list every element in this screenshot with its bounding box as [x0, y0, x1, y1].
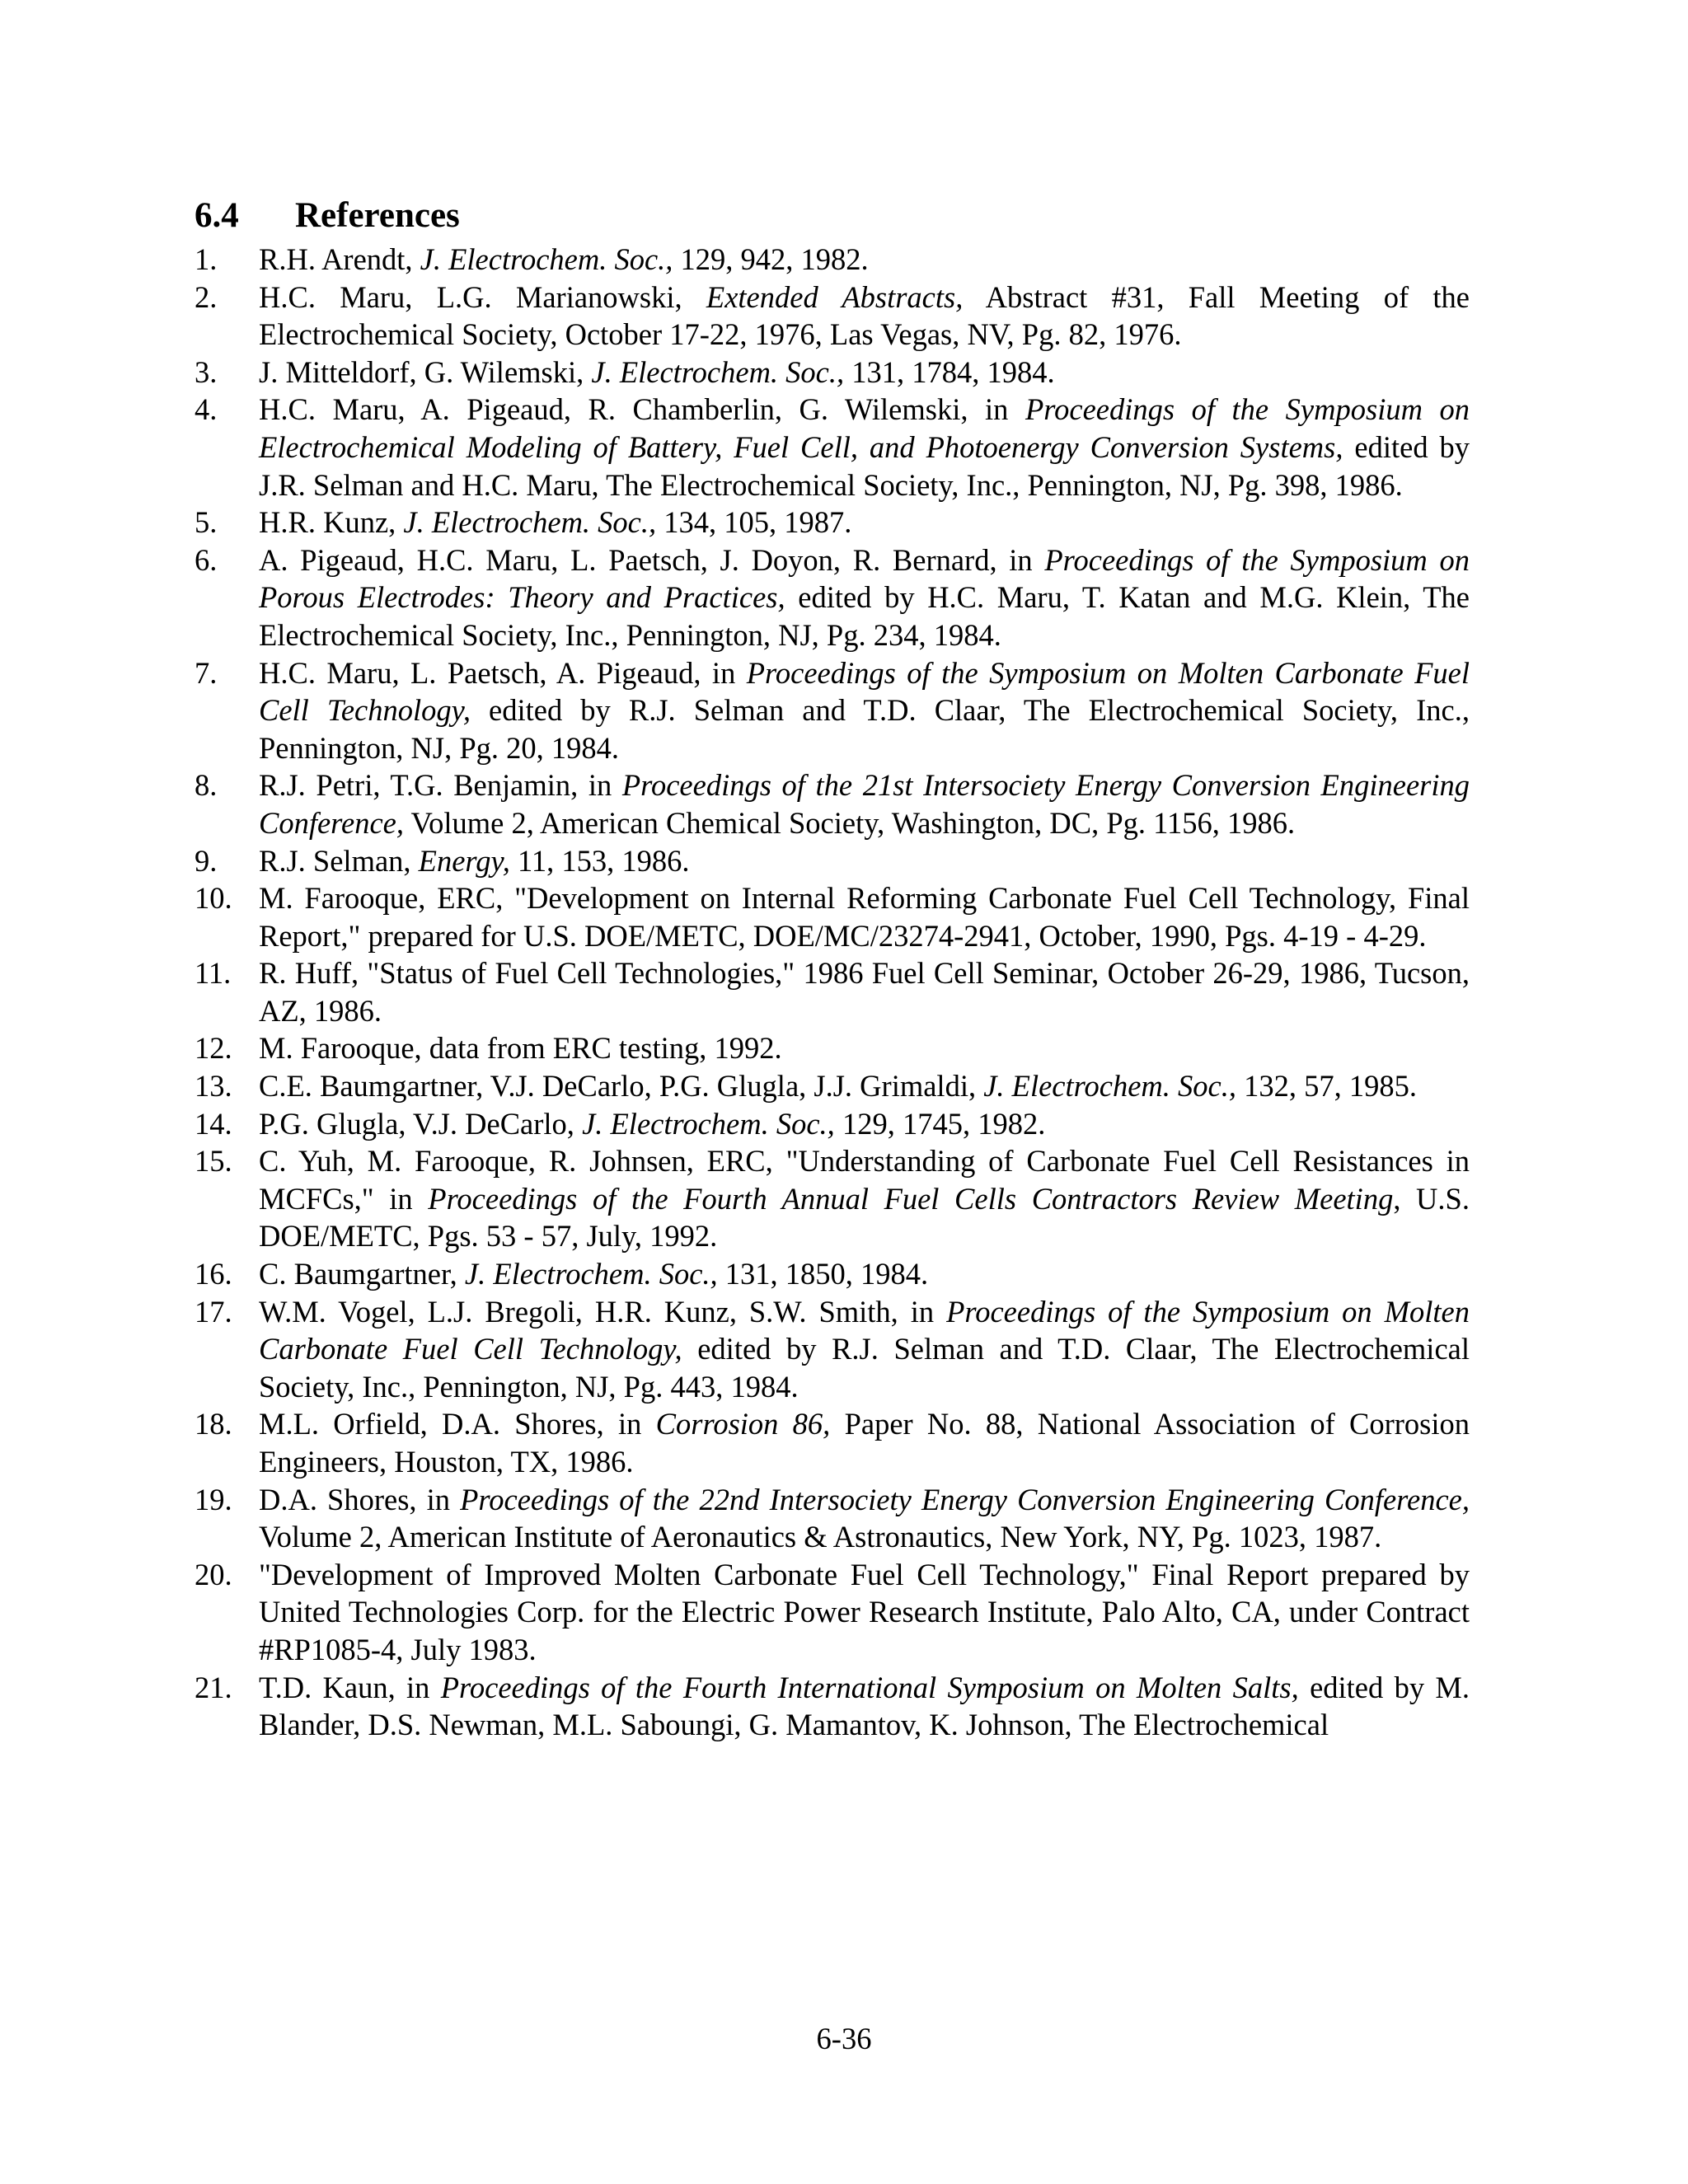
- reference-text: C. Baumgartner,: [259, 1257, 465, 1291]
- reference-number: 14.: [195, 1106, 232, 1141]
- reference-item: [195, 879, 1470, 954]
- reference-item: [195, 954, 1470, 1029]
- reference-item: [195, 1255, 1470, 1293]
- reference-source-title: J. Electrochem. Soc.,: [582, 1106, 835, 1141]
- reference-text: M. Farooque, ERC, "Development on Internal Reforming Carbonate Fuel Cell Technology, Final Report," prepared for U.S. DOE/METC, DOE/MC/23274-2941, October, 1990, Pgs. 4-19 - 4-29.: [259, 881, 1470, 953]
- reference-item: [195, 391, 1470, 504]
- reference-source-title: Corrosion 86,: [655, 1407, 831, 1441]
- reference-item: [195, 654, 1470, 767]
- reference-item: [195, 842, 1470, 880]
- reference-text: Volume 2, American Institute of Aeronautics & Astronautics, New York, NY, Pg. 1023, 1987.: [259, 1520, 1382, 1554]
- reference-source-title: J. Electrochem. Soc.,: [591, 354, 845, 389]
- reference-number: 13.: [195, 1069, 232, 1104]
- reference-source-title: J. Electrochem. Soc.,: [983, 1069, 1236, 1104]
- reference-number: 8.: [195, 768, 218, 803]
- reference-list: [195, 241, 1470, 1744]
- reference-text: T.D. Kaun, in: [259, 1670, 441, 1704]
- reference-number: 15.: [195, 1144, 232, 1179]
- reference-text: R.H. Arendt,: [259, 242, 420, 276]
- reference-text: P.G. Glugla, V.J. DeCarlo,: [259, 1106, 583, 1141]
- reference-text: 134, 105, 1987.: [656, 505, 852, 540]
- reference-source-title: Proceedings of the 22nd Intersociety Energy Conversion Engineering Conference,: [460, 1482, 1470, 1516]
- reference-text: 129, 1745, 1982.: [834, 1106, 1046, 1141]
- reference-item: [195, 541, 1470, 654]
- reference-source-title: Extended Abstracts,: [706, 279, 964, 314]
- reference-number: 9.: [195, 843, 218, 878]
- reference-text: H.C. Maru, A. Pigeaud, R. Chamberlin, G. Wilemski, in: [259, 392, 1025, 427]
- reference-source-title: Proceedings of the Symposium on Molten Carbonate Fuel Cell Technology,: [259, 655, 1470, 728]
- reference-source-title: Proceedings of the Fourth Annual Fuel Cells Contractors Review Meeting: [428, 1181, 1394, 1216]
- reference-source-title: J. Electrochem. Soc.,: [464, 1257, 718, 1291]
- reference-text: M. Farooque, data from ERC testing, 1992.: [259, 1031, 782, 1066]
- reference-text: C.E. Baumgartner, V.J. DeCarlo, P.G. Glugla, J.J. Grimaldi,: [259, 1069, 984, 1104]
- reference-source-title: Proceedings of the 21st Intersociety Energy Conversion Engineering Conference,: [259, 768, 1470, 840]
- reference-text: edited by M. Blander, D.S. Newman, M.L. Saboungi, G. Mamantov, K. Johnson, The Electrochemical: [259, 1670, 1470, 1742]
- reference-text: , U.S. DOE/METC, Pgs. 53 - 57, July, 1992.: [259, 1181, 1470, 1254]
- reference-text: R. Huff, "Status of Fuel Cell Technologies," 1986 Fuel Cell Seminar, October 26-29, 1986, Tucson, AZ, 1986.: [259, 956, 1470, 1028]
- reference-item: [195, 1669, 1470, 1744]
- reference-text: edited by R.J. Selman and T.D. Claar, The Electrochemical Society, Inc., Pennington, NJ, Pg. 20, 1984.: [259, 693, 1470, 765]
- reference-number: 6.: [195, 542, 218, 577]
- reference-text: 132, 57, 1985.: [1236, 1069, 1417, 1104]
- reference-text: edited by R.J. Selman and T.D. Claar, The Electrochemical Society, Inc., Pennington, NJ, Pg. 443, 1984.: [259, 1332, 1470, 1404]
- reference-text: J. Mitteldorf, G. Wilemski,: [259, 354, 592, 389]
- reference-number: 10.: [195, 881, 232, 916]
- reference-item: [195, 1029, 1470, 1067]
- reference-item: [195, 1142, 1470, 1255]
- reference-source-title: Proceedings of the Symposium on Porous Electrodes: Theory and Practices,: [259, 542, 1470, 615]
- reference-number: 7.: [195, 655, 218, 690]
- reference-number: 1.: [195, 242, 218, 276]
- reference-text: R.J. Petri, T.G. Benjamin, in: [259, 768, 622, 803]
- reference-text: Volume 2, American Chemical Society, Washington, DC, Pg. 1156, 1986.: [404, 805, 1296, 840]
- reference-text: R.J. Selman,: [259, 843, 419, 878]
- reference-text: 131, 1784, 1984.: [844, 354, 1055, 389]
- reference-text: 11, 153, 1986.: [509, 843, 690, 878]
- section-heading: [195, 194, 460, 237]
- reference-text: M.L. Orfield, D.A. Shores, in: [259, 1407, 656, 1441]
- reference-text: W.M. Vogel, L.J. Bregoli, H.R. Kunz, S.W. Smith, in: [259, 1294, 947, 1329]
- reference-item: [195, 354, 1470, 391]
- reference-number: 17.: [195, 1294, 232, 1329]
- reference-text: Paper No. 88, National Association of Corrosion Engineers, Houston, TX, 1986.: [259, 1407, 1470, 1479]
- reference-item: [195, 1556, 1470, 1669]
- reference-number: 5.: [195, 505, 218, 540]
- reference-source-title: Energy,: [418, 843, 510, 878]
- reference-item: [195, 1067, 1470, 1105]
- reference-item: [195, 241, 1470, 279]
- page-number: 6-36: [816, 2022, 872, 2055]
- reference-text: edited by H.C. Maru, T. Katan and M.G. Klein, The Electrochemical Society, Inc., Pennington, NJ, Pg. 234, 1984.: [259, 580, 1470, 652]
- reference-number: 4.: [195, 392, 218, 427]
- reference-number: 19.: [195, 1482, 232, 1516]
- reference-number: 12.: [195, 1031, 232, 1066]
- reference-item: [195, 279, 1470, 354]
- reference-text: 131, 1850, 1984.: [717, 1257, 929, 1291]
- reference-text: H.C. Maru, L.G. Marianowski,: [259, 279, 706, 314]
- reference-source-title: J. Electrochem. Soc.,: [420, 242, 673, 276]
- reference-number: 3.: [195, 354, 218, 389]
- reference-item: [195, 1293, 1470, 1406]
- reference-source-title: J. Electrochem. Soc.,: [403, 505, 657, 540]
- reference-source-title: Proceedings of the Symposium on Electrochemical Modeling of Battery, Fuel Cell, and Photoenergy Conversion Systems,: [259, 392, 1470, 464]
- reference-text: H.C. Maru, L. Paetsch, A. Pigeaud, in: [259, 655, 747, 690]
- reference-number: 16.: [195, 1257, 232, 1291]
- section-title: References: [295, 196, 460, 235]
- reference-text: Abstract #31, Fall Meeting of the Electrochemical Society, October 17-22, 1976, Las Vegas, NV, Pg. 82, 1976.: [259, 279, 1470, 352]
- reference-text: H.R. Kunz,: [259, 505, 404, 540]
- section-number: 6.4: [195, 196, 239, 235]
- reference-source-title: Proceedings of the Symposium on Molten Carbonate Fuel Cell Technology,: [259, 1294, 1470, 1366]
- reference-number: 21.: [195, 1670, 232, 1704]
- reference-text: A. Pigeaud, H.C. Maru, L. Paetsch, J. Doyon, R. Bernard, in: [259, 542, 1045, 577]
- reference-item: [195, 1481, 1470, 1556]
- reference-text: edited by J.R. Selman and H.C. Maru, The Electrochemical Society, Inc., Pennington, NJ, Pg. 398, 1986.: [259, 429, 1470, 502]
- reference-item: [195, 504, 1470, 541]
- reference-source-title: Proceedings of the Fourth International Symposium on Molten Salts,: [440, 1670, 1299, 1704]
- reference-number: 11.: [195, 956, 232, 991]
- reference-text: C. Yuh, M. Farooque, R. Johnsen, ERC, "Understanding of Carbonate Fuel Cell Resistances in MCFCs," in: [259, 1144, 1470, 1216]
- reference-text: D.A. Shores, in: [259, 1482, 461, 1516]
- reference-number: 2.: [195, 279, 218, 314]
- reference-item: [195, 766, 1470, 841]
- reference-text: "Development of Improved Molten Carbonate Fuel Cell Technology," Final Report prepared by United Technologies Corp. for the Electric Power Research Institute, Palo Alto, CA, under Contract #RP1085-4, July 1983.: [259, 1557, 1470, 1666]
- reference-number: 18.: [195, 1407, 232, 1441]
- reference-text: 129, 942, 1982.: [673, 242, 869, 276]
- reference-number: 20.: [195, 1557, 232, 1591]
- reference-item: [195, 1105, 1470, 1143]
- reference-item: [195, 1405, 1470, 1480]
